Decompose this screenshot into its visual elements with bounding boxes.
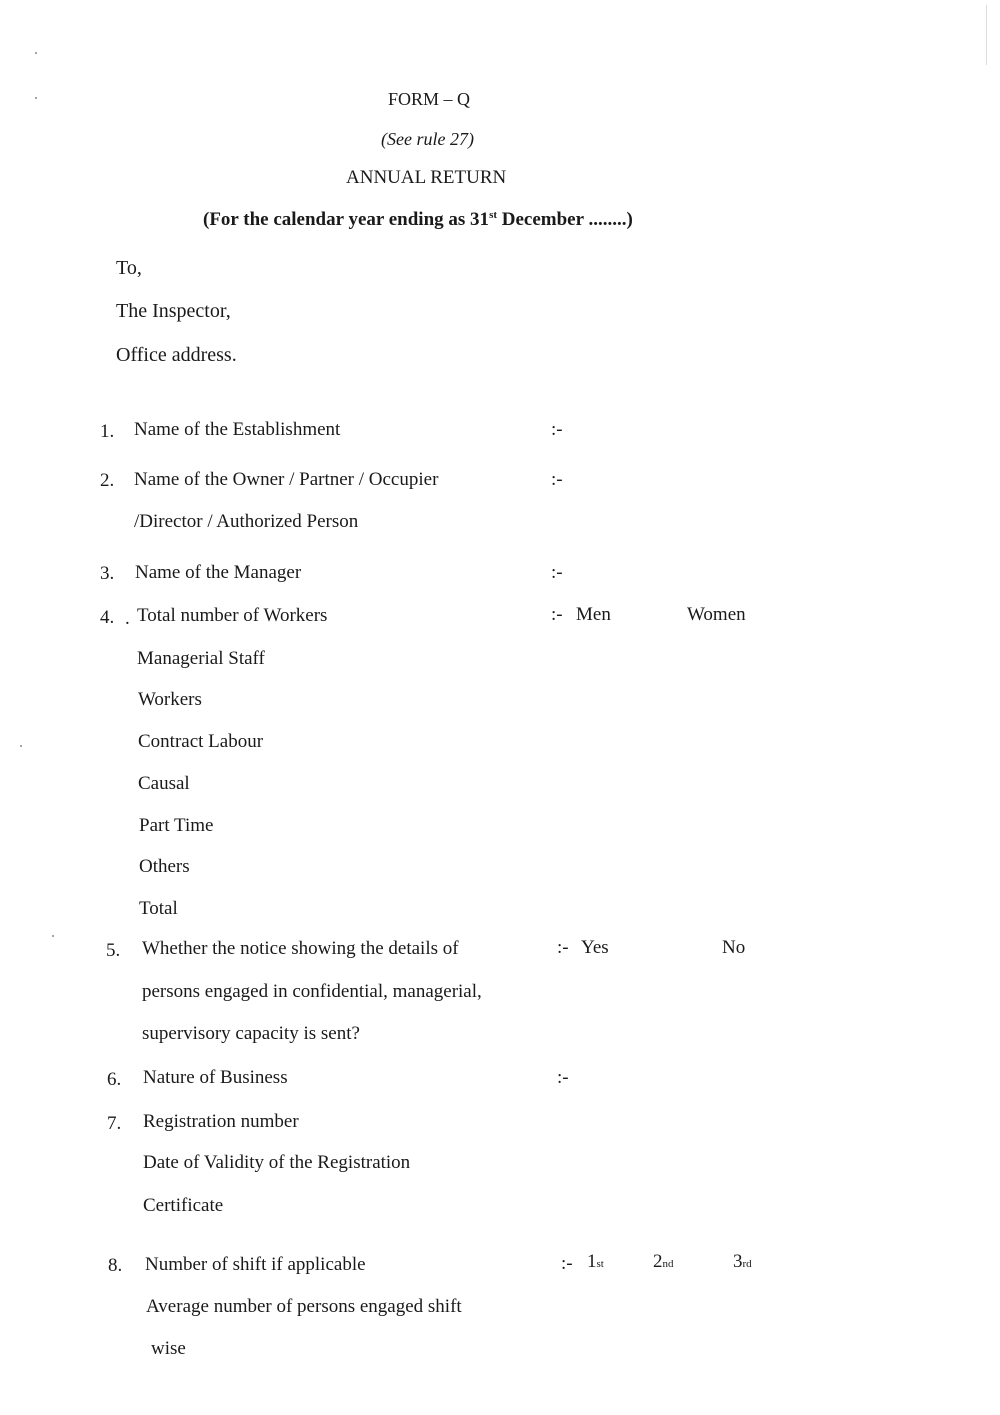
item-5-label-line2: persons engaged in confidential, managerial, [142,981,482,1002]
item-8-label-line1: Number of shift if applicable [145,1254,366,1275]
scan-edge-mark [986,5,987,65]
shift-third [733,1252,752,1271]
item-2-number: 2. [100,470,115,491]
rule-reference: (See rule 27) [381,129,474,149]
item-7-label-line2: Date of Validity of the Registration [143,1152,411,1173]
worker-category: Causal [138,773,190,794]
shift-first [587,1252,604,1271]
document-title: ANNUAL RETURN [346,167,507,188]
worker-category: Total [139,898,178,919]
item-7-label-line3: Certificate [143,1195,224,1216]
item-4-number: 4. [100,607,115,628]
item-1-number: 1. [100,421,115,442]
form-name: FORM – Q [388,89,471,109]
item-3-number: 3. [100,563,115,584]
shift-second-suffix: nd [662,1258,674,1270]
option-no: No [722,937,746,958]
worker-category: Part Time [139,815,214,836]
column-men: Men [576,604,611,625]
item-5-label-line1: Whether the notice showing the details of [142,938,459,959]
period-superscript: st [489,209,498,221]
shift-third-number: 3 [733,1251,743,1272]
item-1-separator: :- [551,419,563,440]
item-2-label-line2: /Director / Authorized Person [134,511,359,532]
item-5-number: 5. [106,940,121,961]
shift-second [653,1252,674,1271]
addressee-inspector: The Inspector, [116,300,231,322]
item-4-label: Total number of Workers [137,605,328,626]
item-6-separator: :- [557,1067,569,1088]
addressee-office: Office address. [116,344,237,366]
item-4-mark: . [125,608,130,629]
item-1-label: Name of the Establishment [134,419,341,440]
shift-second-number: 2 [653,1251,663,1272]
item-3-separator: :- [551,562,563,583]
scan-speck [35,97,37,99]
period-line [203,210,633,229]
item-3-label: Name of the Manager [135,562,302,583]
item-6-label: Nature of Business [143,1067,288,1088]
item-8-number: 8. [108,1255,123,1276]
item-2-separator: :- [551,469,563,490]
item-8-label-line2: Average number of persons engaged shift [146,1296,462,1317]
item-5-separator: :- [557,937,569,958]
item-7-label-line1: Registration number [143,1111,299,1132]
scan-speck [35,52,37,54]
item-8-separator: :- [561,1253,573,1274]
item-8-label-line3: wise [151,1338,186,1359]
worker-category: Others [139,856,190,877]
scan-speck [20,745,22,747]
addressee-to: To, [116,257,142,279]
period-suffix: December ........) [497,209,633,230]
shift-third-suffix: rd [742,1258,752,1270]
period-prefix: (For the calendar year ending as 31 [203,209,490,230]
scan-speck [52,935,54,937]
worker-category: Contract Labour [138,731,264,752]
item-7-number: 7. [107,1113,122,1134]
shift-first-number: 1 [587,1251,597,1272]
shift-first-suffix: st [596,1258,604,1270]
worker-category: Managerial Staff [137,648,265,669]
item-2-label-line1: Name of the Owner / Partner / Occupier [134,469,439,490]
item-5-label-line3: supervisory capacity is sent? [142,1023,360,1044]
worker-category: Workers [138,689,202,710]
item-6-number: 6. [107,1069,122,1090]
column-women: Women [687,604,746,625]
item-4-separator: :- [551,604,563,625]
option-yes: Yes [581,937,609,958]
